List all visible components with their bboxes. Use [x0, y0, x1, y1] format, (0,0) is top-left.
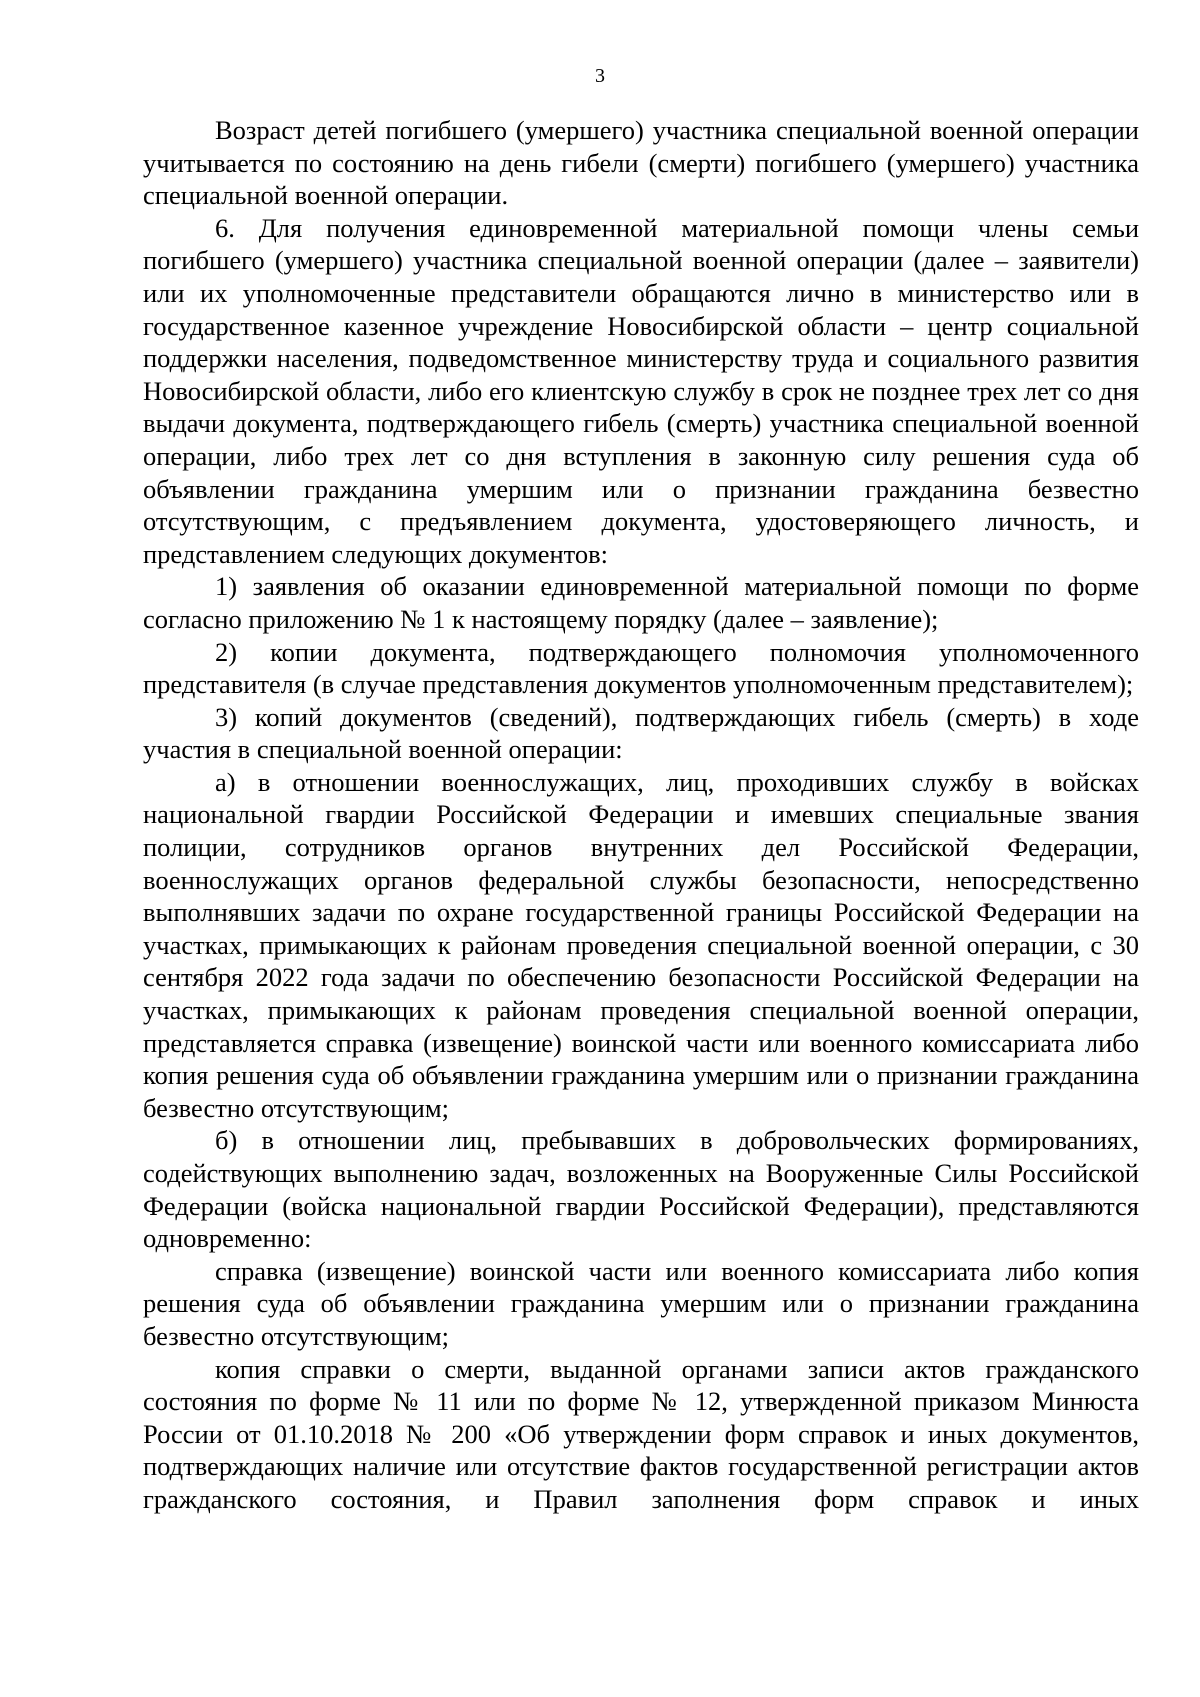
paragraph-certificate: справка (извещение) воинской части или военного комиссариата либо копия решения суда об объявлении гражданина умершим или о признании гражданина безвестно отсутствующим; [143, 1255, 1139, 1351]
paragraph-item-6: 6. Для получения единовременной материальной помощи члены семьи погибшего (умершего) участника специальной военной операции (далее – заявители) или их уполномоченные представители обращаются лично в министерство или в государственное казенное учреждение Новосибирской области – центр социальной поддержки населения, подведомственное министерству труда и социального развития Новосибирской области, либо его клиентскую службу в срок не позднее трех лет со дня выдачи документа, подтверждающего гибель (смерть) участника специальной военной операции, либо трех лет со дня вступления в законную силу решения суда об объявлении гражданина умершим или о признании гражданина безвестно отсутствующим, с предъявлением документа, удостоверяющего личность, и представлением следующих документов: [143, 212, 1139, 569]
paragraph-subitem-2: 2) копии документа, подтверждающего полномочия уполномоченного представителя (в случае представления документов уполномоченным представителем); [143, 636, 1139, 700]
paragraph-children-age: Возраст детей погибшего (умершего) участника специальной военной операции учитывается по состоянию на день гибели (смерти) погибшего (умершего) участника специальной военной операции. [143, 115, 1139, 211]
paragraph-subitem-b: б) в отношении лиц, пребывавших в добровольческих формированиях, содействующих выполнению задач, возложенных на Вооруженные Силы Российской Федерации (войска национальной гвардии Российской Федерации), представляются одновременно: [143, 1125, 1139, 1254]
page-number: 3 [595, 65, 605, 87]
paragraph-subitem-3: 3) копий документов (сведений), подтверждающих гибель (смерть) в ходе участия в специальной военной операции: [143, 701, 1139, 765]
document-body [143, 114, 1139, 1516]
paragraph-subitem-1: 1) заявления об оказании единовременной материальной помощи по форме согласно приложению № 1 к настоящему порядку (далее – заявление); [143, 571, 1139, 634]
paragraph-subitem-a: а) в отношении военнослужащих, лиц, проходивших службу в войсках национальной гвардии Российской Федерации и имевших специальные звания полиции, сотрудников органов внутренних дел Российской Федерации, военнослужащих органов федеральной службы безопасности, непосредственно выполнявших задачи по охране государственной границы Российской Федерации на участках, примыкающих к районам проведения специальной военной операции, с 30 сентября 2022 года задачи по обеспечению безопасности Российской Федерации на участках, примыкающих к районам проведения специальной военной операции, представляется справка (извещение) воинской части или военного комиссариата либо копия решения суда об объявлении гражданина умершим или о признании гражданина безвестно отсутствующим; [143, 766, 1139, 1123]
paragraph-death-certificate-copy: копия справки о смерти, выданной органами записи актов гражданского состояния по форме № 11 или по форме № 12, утвержденной приказом Минюста России от 01.10.2018 № 200 «Об утверждении форм справок и иных документов, подтверждающих наличие или отсутствие фактов государственной регистрации актов гражданского состояния, и Правил заполнения форм справок и иных [143, 1353, 1139, 1514]
